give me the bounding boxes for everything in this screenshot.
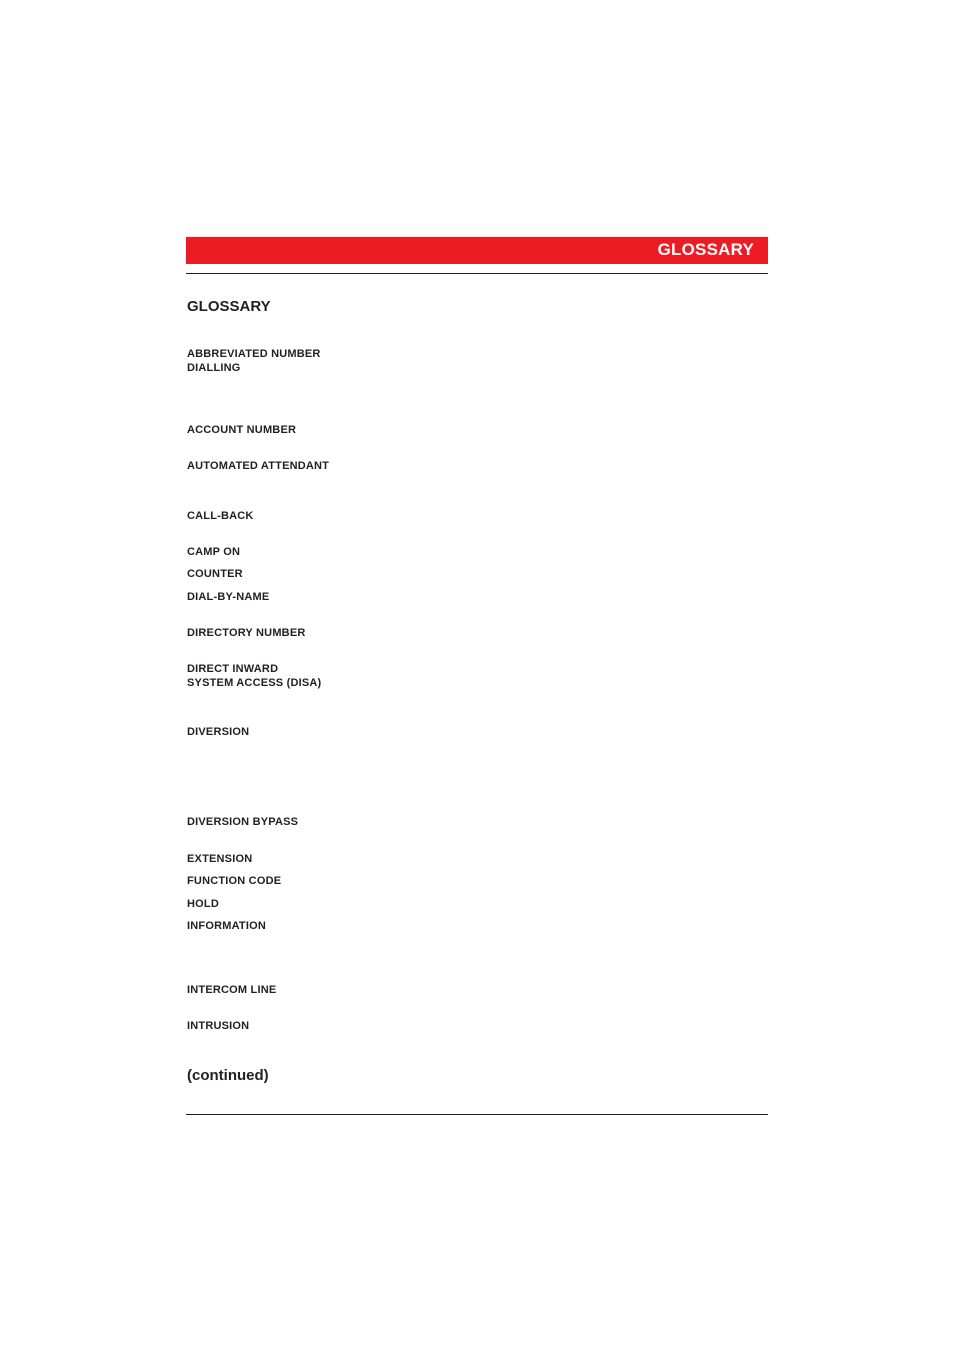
term-line: SYSTEM ACCESS (DISA) (187, 677, 322, 689)
term-line: DIVERSION BYPASS (187, 816, 299, 828)
term-line: CAMP ON (187, 546, 241, 558)
glossary-term-hold (187, 897, 219, 911)
glossary-term-extension (187, 852, 252, 866)
term-line: DIVERSION (187, 726, 250, 738)
bottom-divider (186, 1114, 768, 1115)
term-line: DIAL-BY-NAME (187, 591, 270, 603)
header-bar (186, 237, 768, 264)
term-line: INTERCOM LINE (187, 984, 277, 996)
glossary-term-call-back (187, 509, 254, 523)
glossary-term-diversion-bypass (187, 815, 298, 829)
header-title: GLOSSARY (657, 240, 754, 259)
term-line: DIRECTORY NUMBER (187, 627, 306, 639)
glossary-term-directory-number (187, 626, 306, 640)
glossary-term-intercom-line (187, 983, 276, 997)
term-line: FUNCTION CODE (187, 875, 282, 887)
term-line: DIRECT INWARD (187, 663, 279, 675)
term-line: AUTOMATED ATTENDANT (187, 460, 330, 472)
glossary-term-account-number (187, 423, 296, 437)
glossary-term-counter (187, 567, 243, 581)
glossary-term-dial-by-name (187, 590, 269, 604)
glossary-term-intrusion (187, 1019, 249, 1033)
term-line: EXTENSION (187, 853, 253, 865)
glossary-term-diversion (187, 725, 249, 739)
term-line: ACCOUNT NUMBER (187, 424, 297, 436)
glossary-term-information (187, 919, 266, 933)
continued-note: (continued) (187, 1067, 269, 1084)
term-line: INFORMATION (187, 920, 266, 932)
glossary-term-abbreviated-number-dialling (187, 347, 321, 375)
glossary-term-camp-on (187, 545, 240, 559)
term-line: COUNTER (187, 568, 243, 580)
glossary-term-direct-inward-system-access (187, 662, 321, 690)
top-divider (186, 273, 768, 274)
term-line: HOLD (187, 898, 219, 910)
glossary-term-function-code (187, 874, 281, 888)
term-line: CALL-BACK (187, 510, 254, 522)
term-line: DIALLING (187, 362, 241, 374)
section-title: GLOSSARY (187, 298, 271, 315)
term-line: ABBREVIATED NUMBER (187, 348, 321, 360)
term-line: INTRUSION (187, 1020, 250, 1032)
glossary-term-automated-attendant (187, 459, 329, 473)
